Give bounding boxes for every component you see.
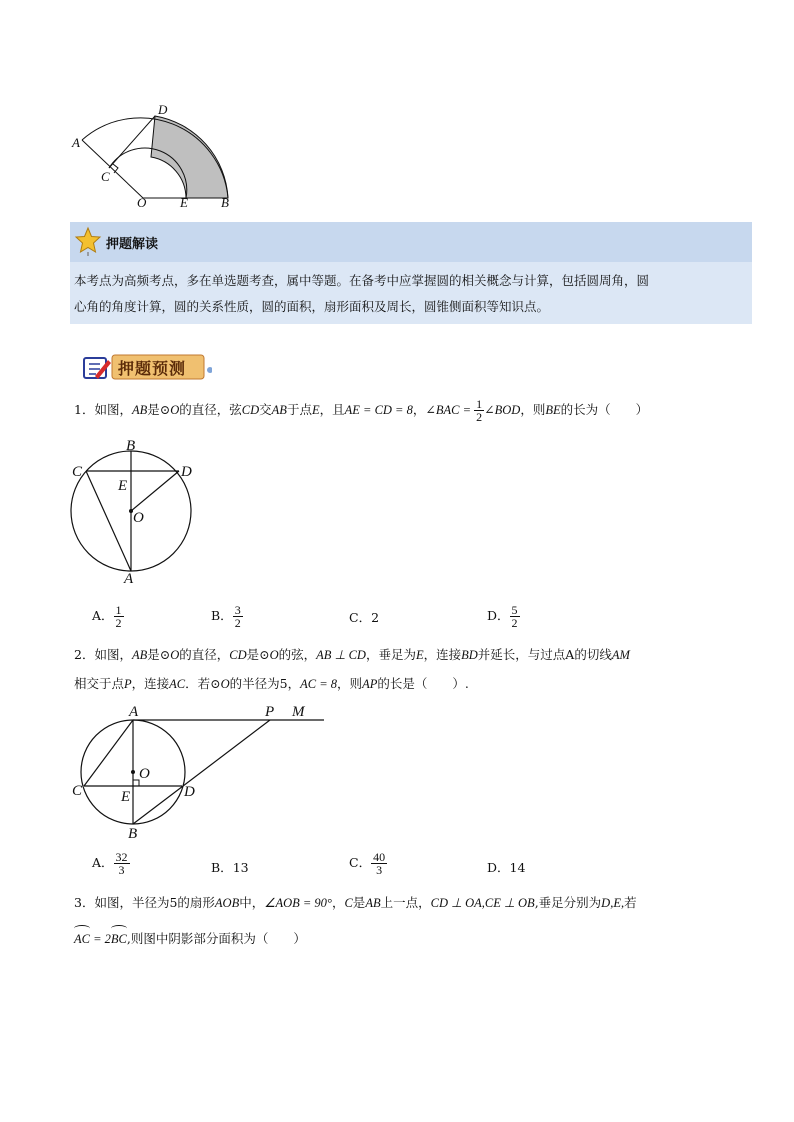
q1-option-b[interactable]: B． $\frac{3}{2}$ (211, 603, 241, 630)
question-2-stem-line-1: 2．如图，AB是⊙O的直径，CD是⊙O的弦，AB ⊥ CD，垂足为E，连接BD并延长，与过点A的切线AM (74, 647, 630, 662)
q1-option-a[interactable]: A． $\frac{1}{2}$ (92, 603, 122, 630)
analysis-title: 押题解读 (106, 237, 159, 252)
label-B: B (221, 195, 229, 210)
q1-label-A: A (124, 571, 134, 587)
q2-label-C: C (72, 783, 83, 799)
question-3-stem-line-2: AC = 2BC,则图中阴影部分面积为（ ） (74, 928, 306, 950)
q2-label-O: O (139, 766, 150, 782)
q2-option-c[interactable]: C． $\frac{40}{3}$ (349, 850, 386, 877)
prediction-title: 押题预测 (118, 359, 187, 378)
analysis-body (74, 268, 750, 320)
analysis-line-1: 本考点为高频考点，多在单选题考查，属中等题。在备考中应掌握圆的相关概念与计算，包括圆周角，圆 (74, 273, 650, 288)
analysis-line-2: 心角的角度计算，圆的关系性质，圆的面积，扇形面积及周长，圆锥侧面积等知识点。 (74, 299, 550, 314)
label-A: A (72, 135, 80, 150)
q2-option-a[interactable]: A． $\frac{32}{3}$ (92, 850, 128, 877)
q2-option-d[interactable]: D．14 (487, 860, 526, 875)
label-O: O (137, 195, 147, 210)
q2-option-b[interactable]: B．13 (211, 860, 249, 875)
question-3-stem-line-1: 3．如图，半径为5的扇形AOB中，∠AOB = 90°，C是AB上一点，CD ⊥ OA,CE ⊥ OB,垂足分别为D,E,若 (74, 895, 637, 910)
q1-label-O: O (133, 510, 144, 526)
star-icon (74, 226, 102, 256)
q2-label-E: E (121, 789, 131, 805)
label-D: D (158, 102, 168, 117)
q1-label-B: B (126, 438, 136, 454)
q1-label-D: D (181, 464, 192, 480)
q1-label-E: E (118, 478, 128, 494)
analysis-header (70, 222, 752, 262)
q2-label-A: A (129, 704, 139, 720)
q2-label-D: D (184, 784, 195, 800)
label-E: E (180, 195, 188, 210)
arc-BC: BC (111, 928, 127, 950)
sector-ring-figure (0, 0, 794, 215)
question-1-stem: 1．如图，AB是⊙O的直径，弦CD交AB于点E，且AE = CD = 8，∠BAC = $\frac{1}{2}$ ∠BOD，则BE的长为（ ） (74, 397, 649, 424)
analysis-box (70, 222, 752, 324)
question-2-stem-line-2: 相交于点P，连接AC．若⊙O的半径为5，AC = 8，则AP的长是（ ）. (74, 676, 469, 691)
q1-option-c[interactable]: C．2 (349, 610, 380, 625)
q2-label-M: M (292, 704, 305, 720)
label-C: C (101, 169, 110, 184)
q1-option-d[interactable]: D． $\frac{5}{2}$ (487, 603, 518, 630)
fraction-half: $\frac{1}{2}$ (476, 397, 483, 424)
q2-label-P: P (265, 704, 275, 720)
question-1-figure (60, 438, 260, 608)
q1-label-C: C (72, 464, 83, 480)
question-2-figure (60, 700, 340, 850)
arc-AC: AC (74, 928, 90, 950)
q2-label-B: B (128, 826, 138, 842)
